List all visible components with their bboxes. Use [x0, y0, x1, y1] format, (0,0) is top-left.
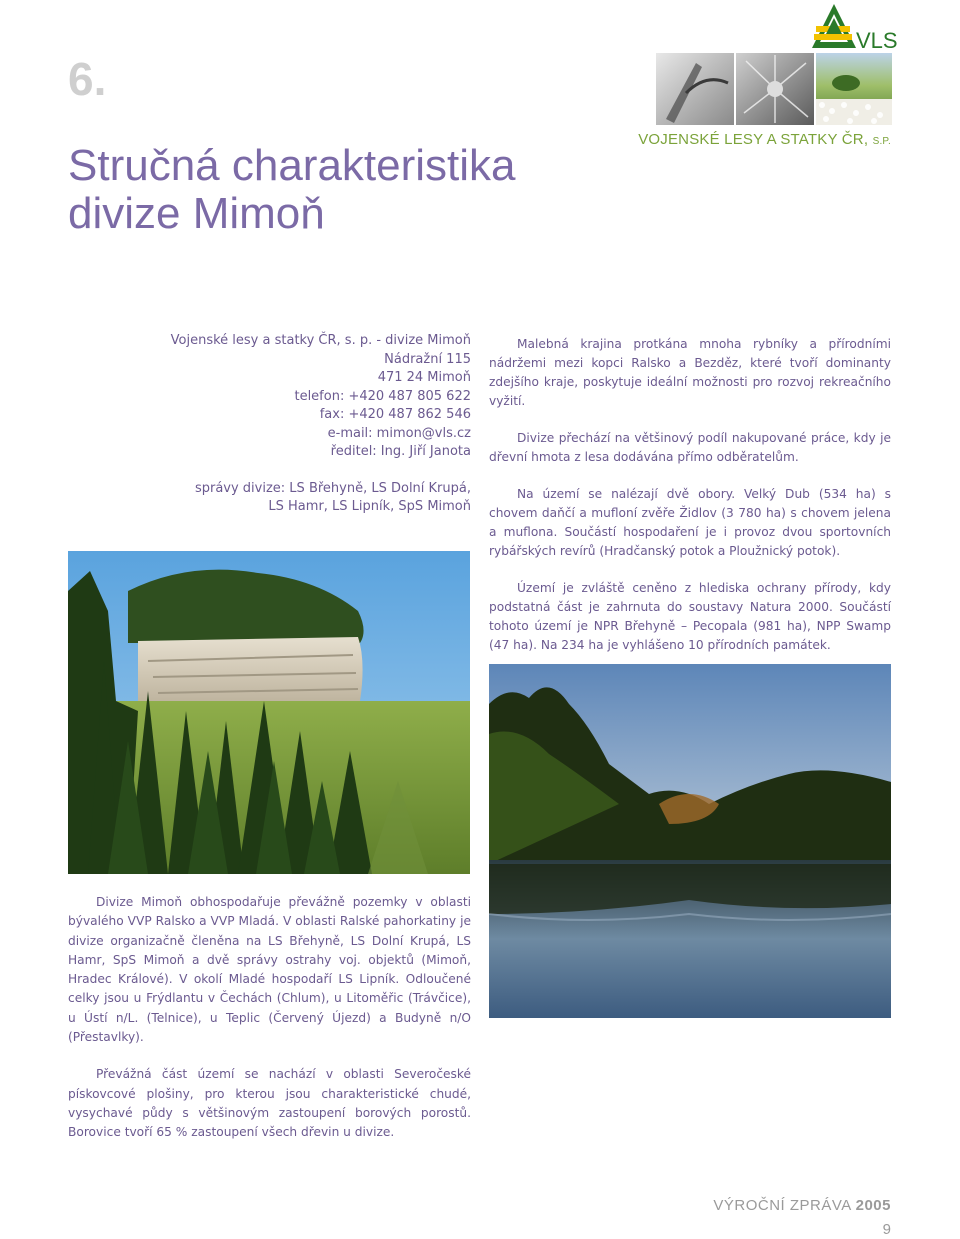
- report-year: 2005: [855, 1197, 891, 1214]
- paragraph-nature-protection: Území je zvláště ceněno z hlediska ochrany přírody, kdy podstatná část je zahrnuta do soustavy Natura 2000. Součástí tohoto území je NPR Břehyně – Pecopala (981 ha), NPP Swamp (47 ha). Na 234 ha je vyhlášeno 10 přírodních památek.: [489, 581, 891, 652]
- contact-units-line-2: LS Hamr, LS Lipník, SpS Mimoň: [268, 499, 471, 514]
- contact-street: Nádražní 115: [384, 351, 471, 367]
- paragraph-timber: Divize přechází na většinový podíl nakupované práce, kdy je dřevní hmota z lesa dodávána přímo odběratelům.: [489, 431, 891, 464]
- contact-fax: fax: +420 487 862 546: [319, 407, 471, 422]
- right-text-column: [489, 335, 891, 673]
- contact-block: [110, 332, 471, 517]
- contact-units-line-1: správy divize: LS Břehyně, LS Dolní Krupá,: [194, 480, 471, 496]
- paragraph-soil: Převážná část území se nachází v oblasti Severočeské pískovcové plošiny, pro kterou jsou charakteristické chudé, vysychavé půdy s většinovým zastoupení borových porostů. Borovice tvoří 65 % zastoupení všech dřevin u divize.: [68, 1067, 471, 1140]
- contact-phone: telefon: +420 487 805 622: [294, 388, 471, 404]
- company-name: VOJENSKÉ LESY A STATKY ČR, S.P.: [638, 131, 891, 148]
- page-title: [68, 142, 588, 238]
- contact-director: ředitel: Ing. Jiří Janota: [330, 444, 471, 459]
- page-number: 9: [882, 1221, 891, 1238]
- vls-logo: [812, 4, 904, 52]
- paragraph-landscape: Malebná krajina protkána mnoha rybníky a přírodními nádržemi mezi kopci Ralsko a Bezděz, které tvoří dominanty zdejšího kraje, poskytuje ideální možnosti pro rozvoj rekreačního vyžití.: [489, 337, 891, 408]
- contact-organization: Vojenské lesy a statky ČR, s. p. - divize Mimoň: [170, 333, 471, 348]
- contact-city: 471 24 Mimoň: [377, 370, 471, 385]
- logo-text: VLS: [856, 28, 898, 52]
- header-photo-collage: [656, 53, 892, 125]
- page-title-line-2: divize Mimoň: [68, 189, 325, 238]
- photo-lake-sunset: [489, 664, 891, 1018]
- paragraph-territory: Divize Mimoň obhospodařuje převážně pozemky v oblasti bývalého VVP Ralsko a VVP Mladá. V oblasti Ralské pahorkatiny je divize organizačně členěna na LS Břehyně, LS Dolní Krupá, LS Hamr, SpS Mimoň a dvě správy ostrahy voj. objektů (Mimoň, Hradec Králové). V okolí Mladé hospodaří LS Lipník. Odloučené celky jsou u Frýdlantu v Čechách (Chlum), u Litoměřic (Trávčice), u Ústí n/L. (Telnice), u Teplic (Červený Újezd) a Budyně n/O (Přestavlky).: [68, 895, 471, 1045]
- left-text-column: [68, 893, 471, 1161]
- contact-email: e-mail: mimon@vls.cz: [327, 425, 471, 441]
- paragraph-game-reserves: Na území se nalézají dvě obory. Velký Dub (534 ha) s chovem daňčí a mufloní zvěře Židlov (3 780 ha) s chovem jelena a muflona. Součástí hospodaření je i provoz dvou sportovních rybářských revírů (Hradčanský potok a Ploužnický potok).: [489, 487, 891, 558]
- page-title-line-1: Stručná charakteristika: [68, 141, 516, 190]
- photo-sandstone-cliff: [68, 551, 470, 874]
- annual-report-label: VÝROČNÍ ZPRÁVA 2005: [713, 1197, 891, 1214]
- chapter-number: 6.: [68, 53, 107, 105]
